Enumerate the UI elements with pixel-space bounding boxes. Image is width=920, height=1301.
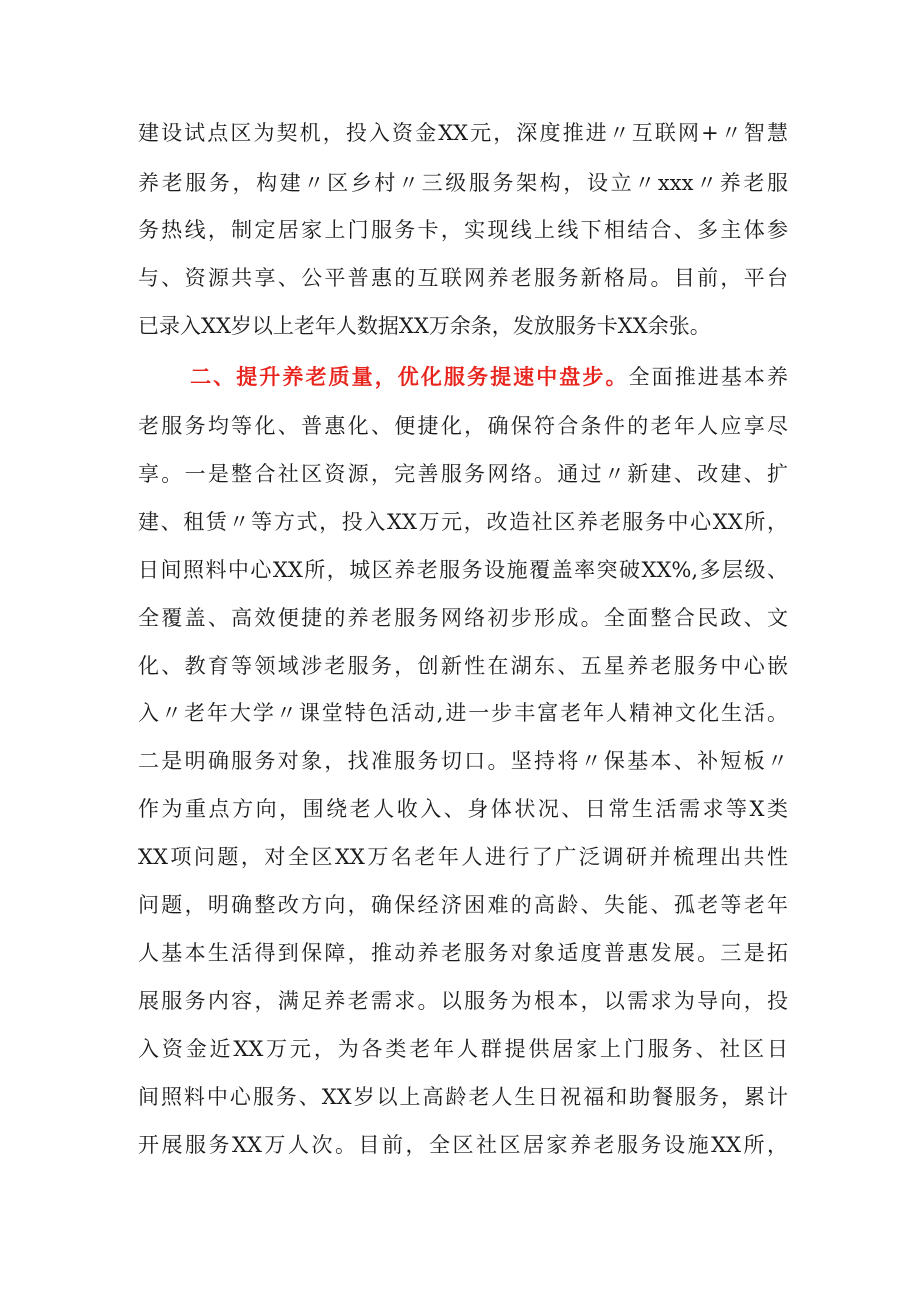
paragraph-line: 化、教育等领域涉老服务，创新性在湖东、五星养老服务中心嵌: [138, 654, 788, 678]
paragraph-line: 人基本生活得到保障，推动养老服务对象适度普惠发展。三是拓: [138, 941, 788, 965]
paragraph-line: 务热线，制定居家上门服务卡，实现线上线下相结合、多主体参: [138, 218, 788, 242]
section-heading-continuation: 全面推进基本养: [628, 365, 789, 389]
paragraph-line: 老服务均等化、普惠化、便捷化，确保符合条件的老年人应享尽: [138, 414, 788, 438]
paragraph-line: 入〃老年大学〃课堂特色活动,进一步丰富老年人精神文化生活。: [138, 701, 788, 725]
paragraph-line: 已录入XX岁以上老年人数据XX万余条，发放服务卡XX余张。: [138, 314, 711, 338]
paragraph-line: 全覆盖、高效便捷的养老服务网络初步形成。全面整合民政、文: [138, 606, 788, 630]
section-heading-line: [138, 357, 788, 397]
paragraph-line: 问题，明确整改方向，确保经济困难的高龄、失能、孤老等老年: [138, 893, 788, 917]
paragraph-line: 作为重点方向，围绕老人收入、身体状况、日常生活需求等X类: [138, 797, 788, 821]
paragraph-line: 与、资源共享、公平普惠的互联网养老服务新格局。目前，平台: [138, 266, 788, 290]
paragraph-line: 享。一是整合社区资源，完善服务网络。通过〃新建、改建、扩: [138, 462, 788, 486]
paragraph-line: 建设试点区为契机，投入资金XX元，深度推进〃互联网+〃智慧: [138, 121, 788, 145]
paragraph-line: 养老服务，构建〃区乡村〃三级服务架构，设立〃xxx〃养老服: [138, 171, 788, 195]
paragraph-line: 开展服务XX万人次。目前，全区社区居家养老服务设施XX所，: [138, 1133, 788, 1157]
paragraph-line: 间照料中心服务、XX岁以上高龄老人生日祝福和助餐服务，累计: [138, 1085, 788, 1109]
paragraph-line: 建、租赁〃等方式，投入XX万元，改造社区养老服务中心XX所，: [138, 510, 788, 534]
paragraph-line: 展服务内容，满足养老需求。以服务为根本，以需求为导向，投: [138, 989, 788, 1013]
paragraph-line: XX项问题，对全区XX万名老年人进行了广泛调研并梳理出共性: [138, 845, 788, 869]
paragraph-line: 入资金近XX万元，为各类老年人群提供居家上门服务、社区日: [138, 1037, 788, 1061]
paragraph-line: 日间照料中心XX所，城区养老服务设施覆盖率突破XX%,多层级、: [138, 558, 788, 582]
paragraph-line: 二是明确服务对象，找准服务切口。坚持将〃保基本、补短板〃: [138, 749, 788, 773]
section-heading: 二、提升养老质量，优化服务提速中盘步。: [188, 364, 629, 389]
